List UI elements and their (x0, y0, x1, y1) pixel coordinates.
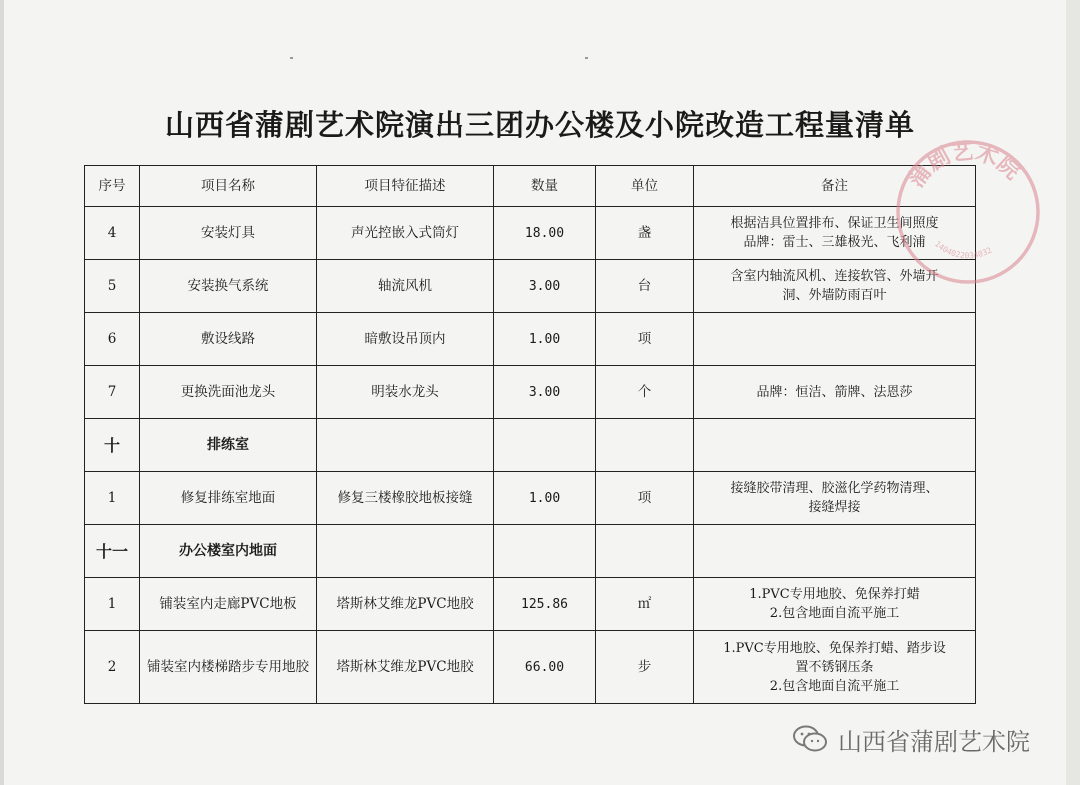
section-no: 十一 (85, 525, 140, 578)
cell-unit: 项 (596, 313, 694, 366)
note-line: 品牌：雷士、三雄极光、飞利浦 (743, 235, 926, 250)
table-row (85, 366, 976, 419)
cell-note (694, 313, 976, 366)
cell-desc: 轴流风机 (317, 260, 494, 313)
note-line: 置不锈钢压条 (795, 659, 874, 675)
header-unit: 单位 (596, 166, 694, 207)
cell-desc: 修复三楼橡胶地板接缝 (317, 472, 494, 525)
cell-empty (694, 525, 976, 578)
cell-no: 2 (85, 631, 140, 704)
table-row (85, 260, 976, 313)
cell-note (694, 260, 976, 313)
cell-unit: 台 (596, 260, 694, 313)
cell-name: 更换洗面池龙头 (140, 366, 317, 419)
note-line: 含室内轴流风机、连接软管、外墙开 (730, 269, 939, 284)
cell-note (694, 631, 976, 704)
cell-name: 铺装室内走廊PVC地板 (140, 578, 317, 631)
cell-no: 6 (85, 313, 140, 366)
table-row (85, 313, 976, 366)
cell-desc: 塔斯林艾维龙PVC地胶 (317, 578, 494, 631)
header-remarks: 备注 (694, 166, 976, 207)
header-quantity: 数量 (494, 166, 596, 207)
cell-note (694, 578, 976, 631)
watermark-text: 山西省蒲剧艺术院 (838, 727, 1030, 756)
cell-unit: ㎡ (596, 578, 694, 631)
cell-note (694, 472, 976, 525)
cell-qty: 18.00 (494, 207, 596, 260)
cell-empty (317, 419, 494, 472)
cell-desc: 明装水龙头 (317, 366, 494, 419)
table-row (85, 578, 976, 631)
note-line: 1.PVC专用地胶、免保养打蜡 (749, 587, 920, 602)
cell-name: 敷设线路 (140, 313, 317, 366)
wechat-icon (792, 724, 828, 754)
cell-no: 5 (85, 260, 140, 313)
section-name: 办公楼室内地面 (140, 525, 317, 578)
cell-no: 1 (85, 472, 140, 525)
table-row (85, 631, 976, 704)
note-line: 1.PVC专用地胶、免保养打蜡、踏步设 (723, 640, 946, 656)
seal-text: 蒲剧艺术院 (903, 139, 1025, 193)
cell-qty: 1.00 (494, 313, 596, 366)
cell-qty: 66.00 (494, 631, 596, 704)
cell-no: 4 (85, 207, 140, 260)
cell-qty: 3.00 (494, 366, 596, 419)
section-row (85, 419, 976, 472)
bill-of-quantities-table (84, 165, 976, 704)
cell-name: 安装换气系统 (140, 260, 317, 313)
note-line: 接缝焊接 (808, 500, 861, 515)
cell-note: 品牌：恒洁、箭牌、法恩莎 (694, 366, 976, 419)
cell-name: 铺装室内楼梯踏步专用地胶 (140, 631, 317, 704)
cell-desc: 声光控嵌入式筒灯 (317, 207, 494, 260)
table-row (85, 472, 976, 525)
account-watermark (792, 722, 1030, 756)
cell-unit: 盏 (596, 207, 694, 260)
cell-unit: 个 (596, 366, 694, 419)
note-line: 2.包含地面自流平施工 (769, 678, 900, 694)
header-feature-desc: 项目特征描述 (317, 166, 494, 207)
scan-speck (290, 57, 293, 59)
note-line: 接缝胶带清理、胶滋化学药物清理、 (730, 481, 939, 496)
section-row (85, 525, 976, 578)
header-item-name: 项目名称 (140, 166, 317, 207)
cell-qty: 125.86 (494, 578, 596, 631)
cell-empty (694, 419, 976, 472)
cell-empty (317, 525, 494, 578)
document-title: 山西省蒲剧艺术院演出三团办公楼及小院改造工程量清单 (164, 108, 915, 142)
cell-desc: 塔斯林艾维龙PVC地胶 (317, 631, 494, 704)
section-name: 排练室 (140, 419, 317, 472)
note-line: 2.包含地面自流平施工 (769, 606, 900, 621)
cell-empty (596, 419, 694, 472)
note-line: 洞、外墙防雨百叶 (782, 288, 887, 303)
cell-qty: 1.00 (494, 472, 596, 525)
cell-desc: 暗敷设吊顶内 (317, 313, 494, 366)
header-no: 序号 (85, 166, 140, 207)
cell-name: 修复排练室地面 (140, 472, 317, 525)
cell-no: 7 (85, 366, 140, 419)
cell-empty (494, 419, 596, 472)
cell-note (694, 207, 976, 260)
cell-empty (596, 525, 694, 578)
table-header-row (85, 166, 976, 207)
cell-name: 安装灯具 (140, 207, 317, 260)
cell-qty: 3.00 (494, 260, 596, 313)
cell-unit: 步 (596, 631, 694, 704)
cell-empty (494, 525, 596, 578)
cell-unit: 项 (596, 472, 694, 525)
section-no: 十 (85, 419, 140, 472)
cell-no: 1 (85, 578, 140, 631)
seal-number: 1404022034032 (932, 239, 994, 261)
table-row (85, 207, 976, 260)
scan-speck (585, 57, 588, 59)
note-line: 根据洁具位置排布、保证卫生间照度 (730, 216, 939, 231)
